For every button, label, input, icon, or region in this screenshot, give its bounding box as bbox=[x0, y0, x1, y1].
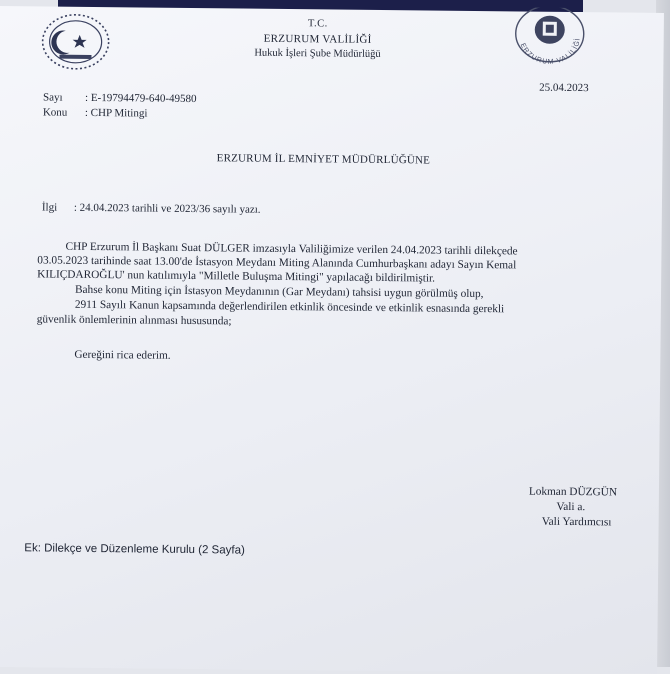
body-line-4: Bahse konu Miting için İstasyon Meydanının (Gar Meydanı) tahsisi uygun görülmüş olup, bbox=[74, 283, 484, 301]
recipient-title: ERZURUM İL EMNİYET MÜDÜRLÜĞÜNE bbox=[216, 152, 431, 167]
body-line-6: güvenlik önlemlerinin alınması hususunda; bbox=[36, 313, 232, 328]
document-date: 25.04.2023 bbox=[539, 81, 589, 95]
ilgi-label: İlgi bbox=[41, 201, 58, 214]
body-line-3: KILIÇDAROĞLU' nun katılımıyla "Milletle Buluşma Mitingi" yapılacağı bildirilmiştir. bbox=[37, 268, 436, 285]
konu-value: : CHP Mitingi bbox=[84, 106, 148, 120]
sayi-label: Sayı bbox=[42, 91, 63, 104]
attachment-note: Ek: Dilekçe ve Düzenleme Kurulu (2 Sayfa) bbox=[24, 542, 245, 557]
document-page bbox=[0, 6, 664, 674]
governorship-seal-icon bbox=[509, 7, 590, 66]
closing-line: Gereğini rica ederim. bbox=[74, 348, 171, 362]
header-department: Hukuk İşleri Şube Müdürlüğü bbox=[254, 47, 381, 60]
signatory-role-1: Vali a. bbox=[556, 500, 586, 514]
header-state: T.C. bbox=[307, 18, 328, 30]
sayi-value: : E-19794479-640-49580 bbox=[84, 91, 197, 106]
body-line-2: 03.05.2023 tarihinde saat 13.00'de İstasyon Meydanı Miting Alanında Cumhurbaşkanı adayı Sayın Kemal bbox=[37, 254, 517, 272]
header-authority: ERZURUM VALİLİĞİ bbox=[263, 32, 372, 46]
state-emblem-icon bbox=[39, 12, 112, 71]
body-line-5: 2911 Sayılı Kanun kapsamında değerlendirilen etkinlik öncesinde ve etkinlik esnasında gerekli bbox=[74, 298, 505, 316]
body-line-1: CHP Erzurum İl Başkanı Suat DÜLGER imzasıyla Valiliğimize verilen 24.04.2023 tarihli dilekçede bbox=[65, 240, 518, 258]
konu-label: Konu bbox=[42, 106, 68, 119]
seal-text: ERZURUM VALİLİĞİ bbox=[518, 37, 582, 66]
ilgi-value: : 24.04.2023 tarihli ve 2023/36 sayılı yazı. bbox=[73, 201, 261, 216]
signatory-name: Lokman DÜZGÜN bbox=[528, 485, 618, 499]
signatory-role-2: Vali Yardımcısı bbox=[541, 515, 612, 529]
